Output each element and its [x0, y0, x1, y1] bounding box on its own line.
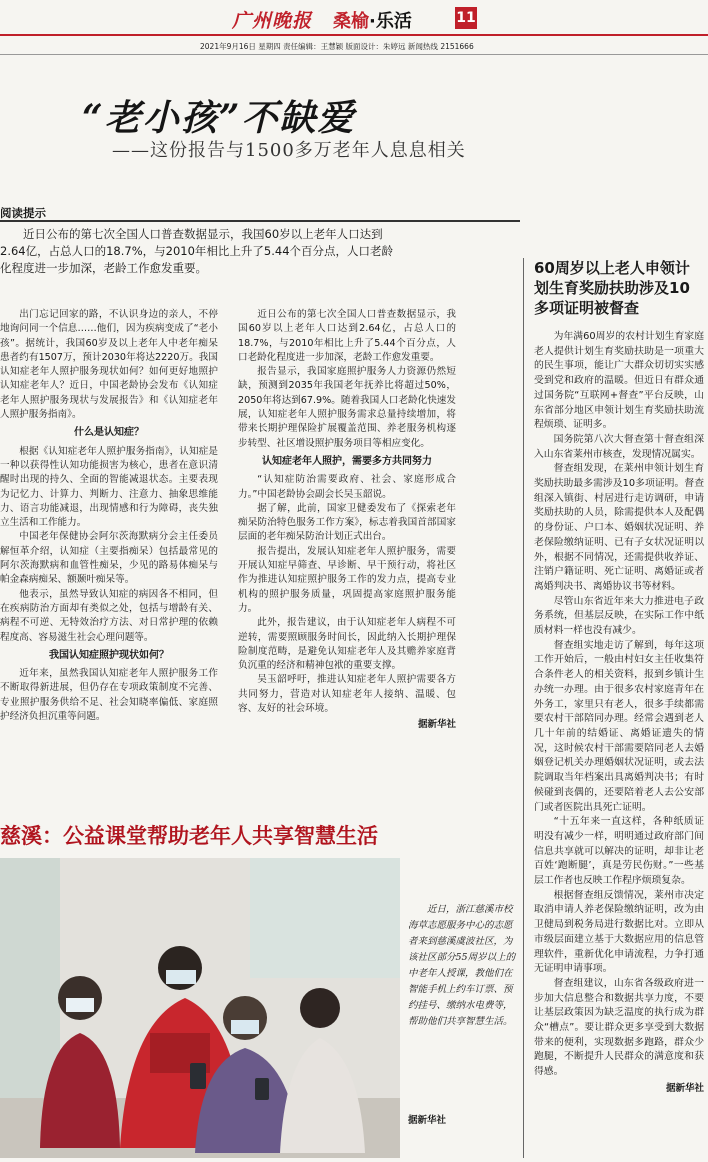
lead-rule — [0, 220, 520, 222]
paragraph: 国务院第八次大督查第十督查组深入山东省莱州市核查，发现情况属实。 — [534, 433, 704, 460]
paragraph: 据了解，此前，国家卫健委发布了《探索老年痴呆防治特色服务工作方案》，标志着我国首部国家层面的老年痴呆防治计划正式出台。 — [238, 502, 456, 543]
sidebar-column — [534, 330, 704, 1097]
paragraph: 近日公布的第七次全国人口普查数据显示，我国60岁以上老年人口达到2.64亿，占总人口的18.7%，与2010年相比上升了5.44个百分点，人口老龄化程度进一步加深，老龄工作愈发重要。 — [238, 309, 456, 363]
page-number-badge: 11 — [455, 7, 477, 29]
paragraph: 中国老年保健协会阿尔茨海默病分会主任委员解恒革介绍，认知症（主要指痴呆）包括最常见的阿尔茨海默病和血管性痴呆，少见的路易体痴呆与帕金森病痴呆、额颞叶痴呆等。 — [0, 531, 218, 586]
paragraph: 根据《认知症老年人照护服务指南》，认知症是一种以获得性认知功能损害为核心，患者在意识清醒时出现的持久、全面的智能减退状态。主要表现为记忆力、计算力、判断力、注意力、抽象思维能力、语言功能减退，出现情感和行为障碍，丧失独立生活和工作能力。 — [0, 445, 218, 529]
edition-info: 2021年9月16日 星期四 责任编辑：王慧颖 版面设计：朱婷远 新闻热线 2151666 — [200, 42, 474, 51]
paragraph: 吴玉韶呼吁，推进认知症老年人照护需要各方共同努力，营造对认知症老年人接纳、温暖、包容、友好的社会环境。 — [238, 674, 456, 715]
photo-volunteers-elders-icon — [0, 858, 400, 1158]
section-suffix: ·乐活 — [369, 11, 412, 32]
section-prefix: 桑榆 — [333, 11, 369, 32]
paragraph: 为年满60周岁的农村计划生育家庭老人提供计划生育奖励扶助是一项重大的民生事项，能让广大群众切切实实感受到党和政府的温暖。但近日有群众通过国务院“互联网+督查”平台反映，山东省部分地区申领计划生育奖励扶助流程烦琐、证明多。 — [534, 331, 704, 431]
article-column-2 — [238, 308, 456, 733]
newspaper-logo: 广州晚报 — [232, 10, 313, 32]
paragraph: 近年来，虽然我国认知症老年人照护服务工作不断取得新进展，但仍存在专项政策制度不完善、专业照护服务供给不足、社会知晓率偏低、家庭照护经济负担沉重等问题。 — [0, 668, 218, 723]
photo-caption: 近日，浙江慈溪市校海草志愿服务中心的志愿者来到慈溪虞波社区，为该社区部分55周岁以上的中老年人授课，教他们在智能手机上约车订票、预约挂号、缴纳水电费等，帮助他们共享智慧生活。 — [408, 904, 516, 1027]
main-headline: “老小孩”不缺爱 — [82, 97, 356, 139]
masthead-rule — [0, 34, 708, 36]
paragraph: 报告显示，我国家庭照护服务人力资源仍然短缺，预测到2035年我国老年抚养比将超过50%，2050年将达到67.9%。随着我国人口老龄化快速发展，认知症老年人照护服务需求总量持续增加，将带来长期护理保险扩展覆盖范围、养老服务机构逐步转型、社区增设照护服务项目等相应变化。 — [238, 366, 456, 449]
paragraph: 督查组建议，山东省各级政府进一步加大信息整合和数据共享力度，不要让基层政策因为缺乏温度的执行成为群众“槽点”。要让群众更多享受到大数据带来的便利，实现数据多跑路，群众少跑腿，不断提升人民群众的满意度和获得感。 — [534, 977, 704, 1078]
subheading: 什么是认知症？ — [74, 427, 144, 439]
column-divider — [523, 258, 524, 1158]
article-column-1 — [0, 308, 218, 724]
paragraph: 督查组实地走访了解到，每年这项工作开始后，一般由村妇女主任收集符合条件老人的相关资料，报到乡镇计生办统一办理。由于很多农村家庭青年在外务工，家里只有老人，很多手续都需要农村干部陪同办理。经常会遇到老人几十年前的结婚证、离婚证遗失的情况，这时候农村干部需要陪同老人去婚姻登记机关办理婚姻状况证明，或去法院调取当年档案出具离婚判决书；有时候碰到丧偶的，还要陪着老人去公安部门或者医院出具死亡证明。 — [534, 639, 704, 813]
paragraph: 督查组发现，在莱州申领计划生育奖励扶助最多需涉及10多项证明。督查组深入镇街、村居进行走访调研，申请奖励扶助的人员，除需提供本人及配偶的身份证、户口本、婚姻状况证明、养老保险缴纳证明、已有子女状况证明以外，根据不同情况，还需提供收养证、注销户籍证明、死亡证明、离婚证或者离婚判决书、离婚协议书等材料。 — [534, 463, 704, 592]
feature-headline: 慈溪：公益课堂帮助老年人共享智慧生活 — [0, 824, 378, 848]
feature-photo — [0, 858, 400, 1158]
article-credit: 据新华社 — [417, 719, 456, 731]
paragraph: “十五年来一直这样，各种纸质证明没有减少一样，明明通过政府部门间信息共享就可以解决的证明，却非让老百姓‘跑断腿’，真是劳民伤财。”一些基层工作者也反映工作程序烦琐复杂。 — [534, 816, 704, 887]
photo-credit: 据新华社 — [408, 1115, 447, 1126]
paragraph: 出门忘记回家的路，不认识身边的亲人，不停地询问同一个信息……他们，因为疾病变成了“老小孩”。据统计，我国60岁及以上老年人中老年痴呆患者约有1507万，预计2030年将达2220万。我国认知症老年人照护服务现状如何？如何更好地照护认知症老年人？近日，中国老龄协会发布《认知症老年人照护服务现状与发展报告》和《认知症老年人照护服务指南》。 — [0, 309, 218, 421]
main-subheadline: ——这份报告与1500多万老年人息息相关 — [112, 140, 466, 161]
masthead-divider — [0, 54, 708, 55]
paragraph: 报告提出，发展认知症老年人照护服务，需要开展认知症早筛查、早诊断、早干预行动，将社区作为推进认知症照护服务工作的发力点，提高专业机构的照护服务质量，巩固提高家庭照护服务能力。 — [238, 545, 456, 614]
section-title — [333, 7, 412, 33]
subheading: 认知症老年人照护，需要多方共同努力 — [262, 455, 432, 467]
paragraph: “认知症防治需要政府、社会、家庭形成合力。”中国老龄协会副会长吴玉韶说。 — [238, 474, 456, 500]
paragraph: 根据督查组反馈情况，莱州市决定取消申请人养老保险缴纳证明，改为由卫健局到税务局进行数据比对。立即从市级层面建立基于大数据应用的信息管理软件，重新优化申请流程，力争打通无证明申请事项。 — [534, 889, 704, 975]
paragraph: 尽管山东省近年来大力推进电子政务系统，但基层反映，在实际工作中纸质材料一样也没有减少。 — [534, 595, 704, 637]
sidebar-credit: 据新华社 — [665, 1082, 704, 1094]
lead-label: 阅读提示 — [0, 206, 46, 220]
subheading: 我国认知症照护现状如何？ — [49, 649, 169, 661]
sidebar-headline: 60周岁以上老人申领计划生育奖励扶助涉及10多项证明被督查 — [534, 259, 690, 317]
paragraph: 他表示，虽然导致认知症的病因各不相同，但在疾病防治方面却有类似之处，包括与增龄有关、病程不可逆、无特效治疗方法、对日常护理的依赖程度高、容易滋生社会心理问题等。 — [0, 588, 218, 643]
paragraph: 此外，报告建议，由于认知症老年人病程不可逆转，需要照顾服务时间长，因此纳入长期护理保险制度范畴，是避免认知症老年人及其赡养家庭背负沉重的经济和精神包袱的重要支撑。 — [238, 617, 456, 672]
lead-paragraph: 近日公布的第七次全国人口普查数据显示，我国60岁以上老年人口达到2.64亿，占总人口的18.7%，与2010年相比上升了5.44个百分点，人口老龄化程度进一步加深，老龄工作愈发重要。 — [0, 227, 394, 275]
